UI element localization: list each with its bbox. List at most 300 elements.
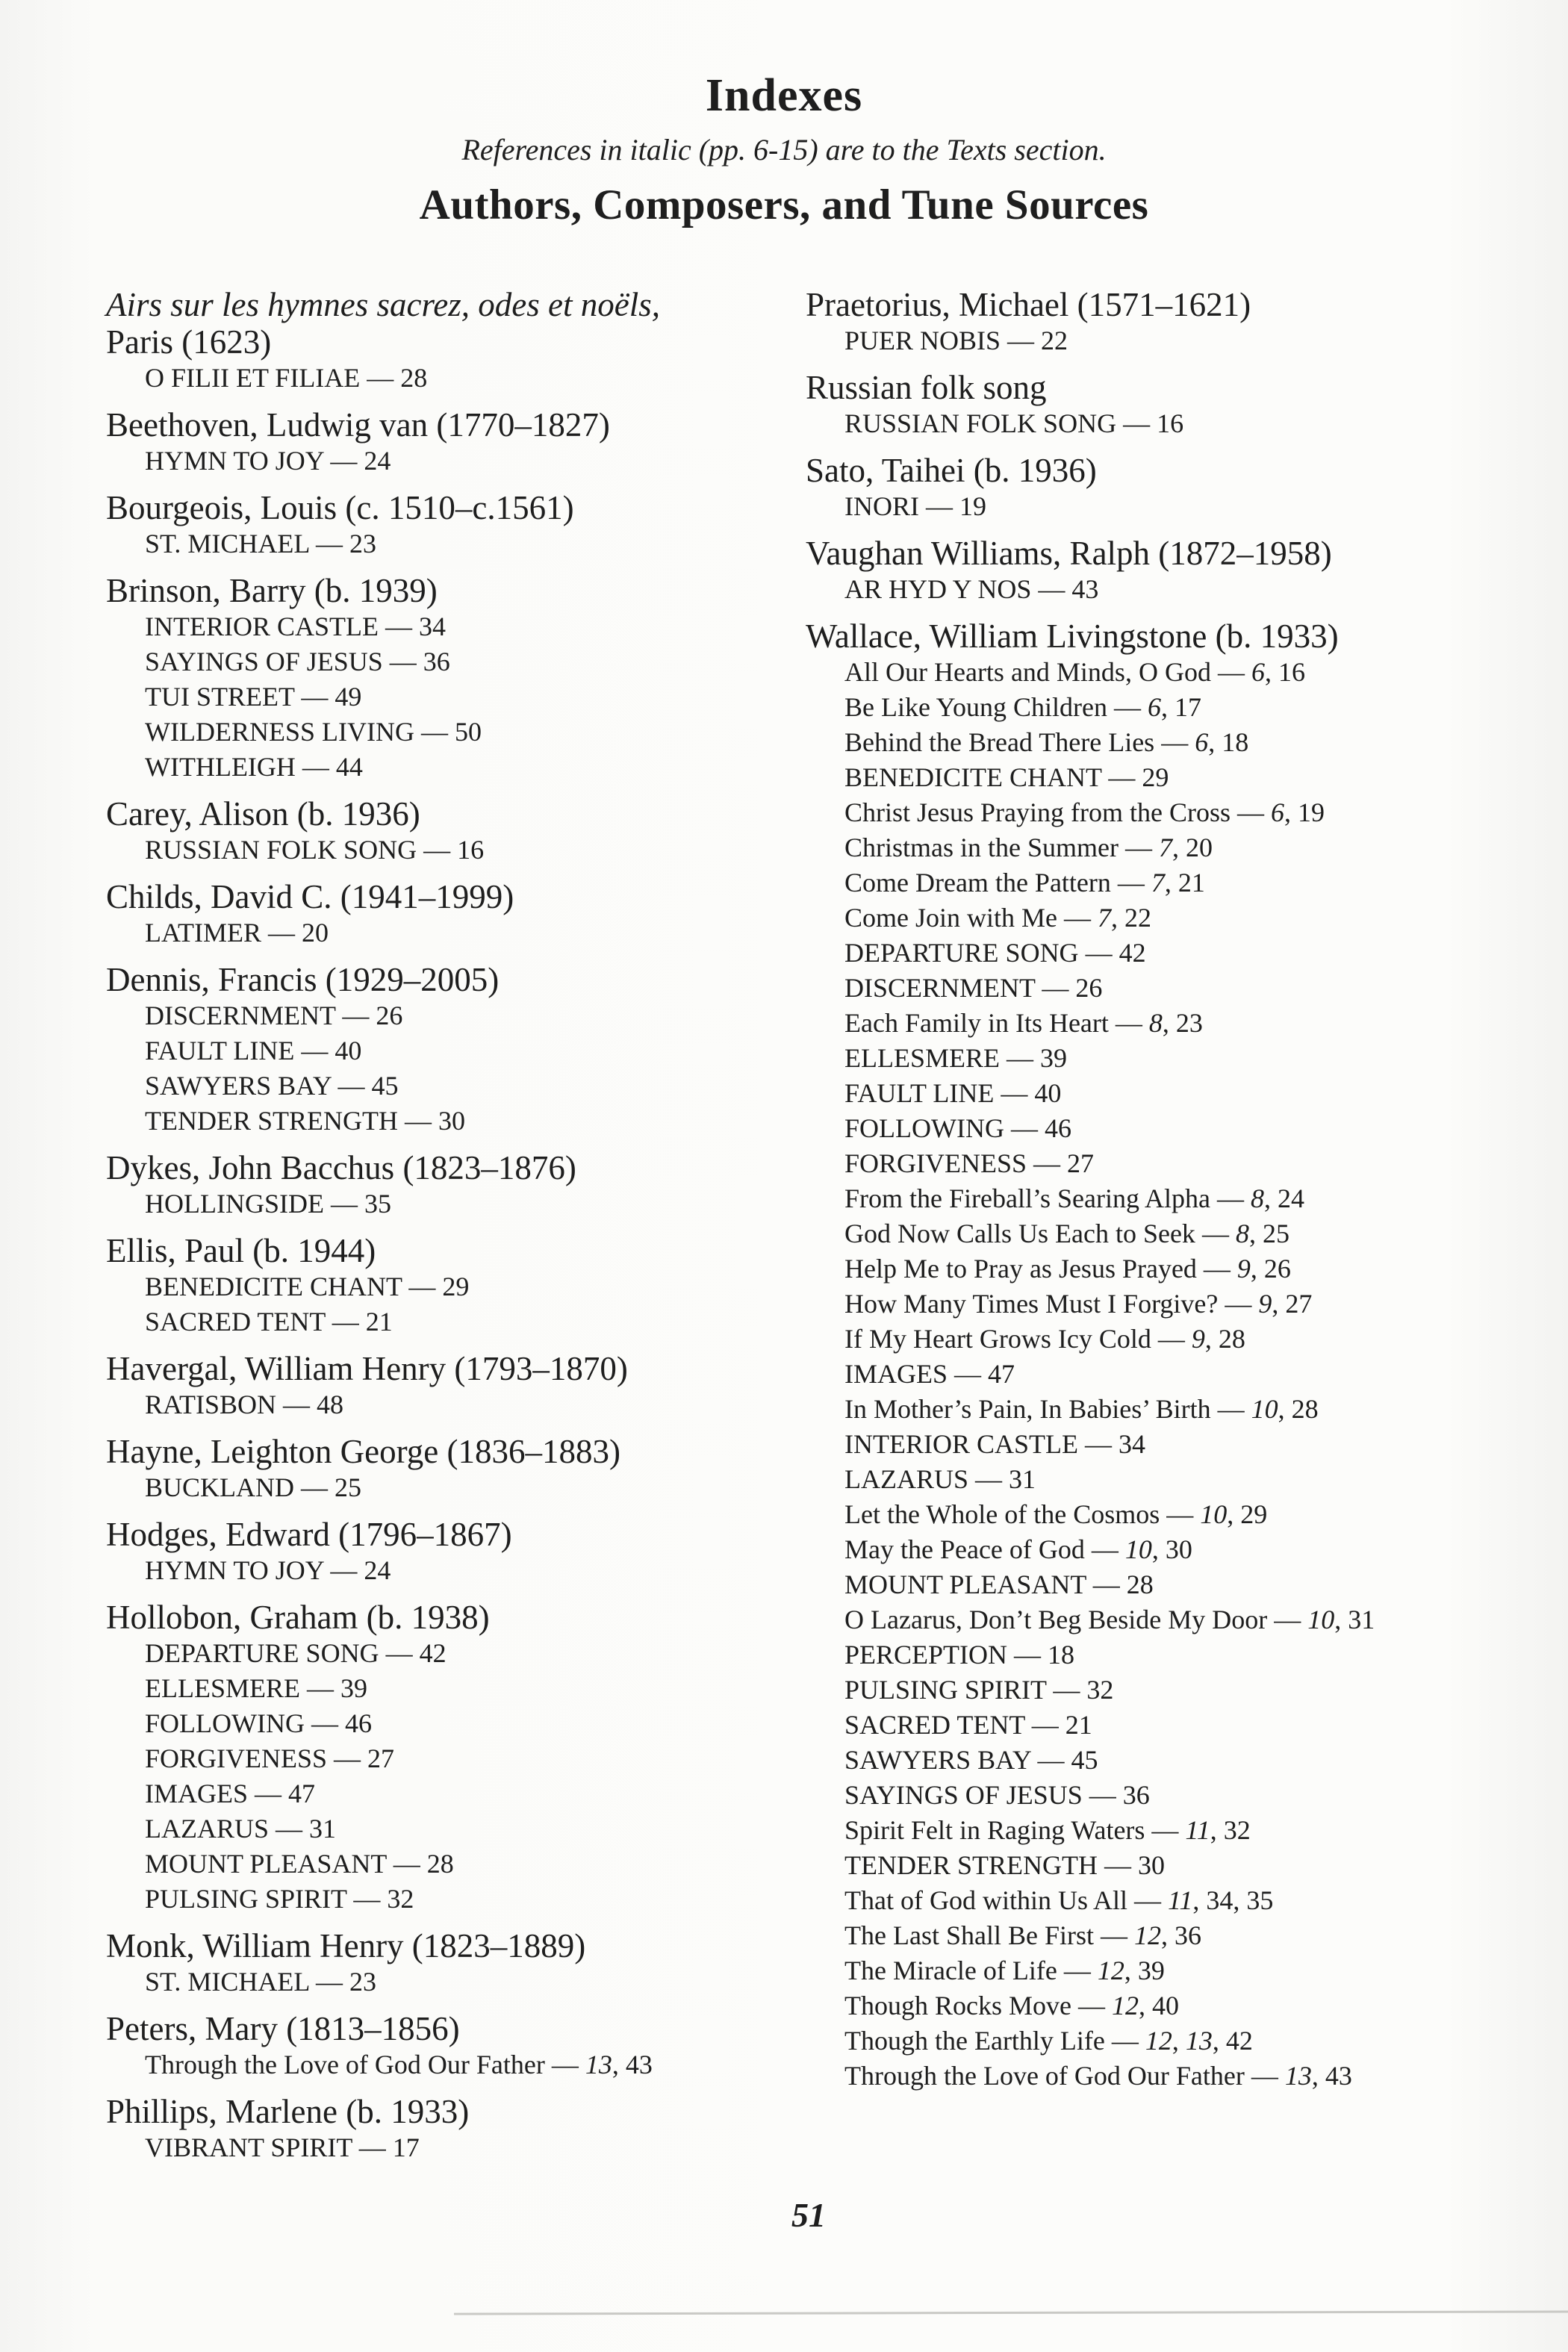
page-number: 51 <box>791 2196 826 2234</box>
entry-title: ELLESMERE <box>844 1042 1000 1073</box>
author-group <box>806 617 1462 2094</box>
entry-page-number: 27 <box>367 1743 395 1773</box>
author-heading: Monk, William Henry (1823–1889) <box>106 1926 586 1964</box>
author-heading: Sato, Taihei (b. 1936) <box>806 451 1097 489</box>
right-column <box>806 286 1462 2094</box>
entry-page-number: 21 <box>1177 867 1205 897</box>
author-group <box>106 572 762 785</box>
index-entry: All Our Hearts and Minds, O God — 6, 16 <box>844 656 1305 687</box>
index-entry: SACRED TENT — 21 <box>844 1709 1092 1740</box>
index-entry: BENEDICITE CHANT — 29 <box>844 762 1169 792</box>
index-entry: The Last Shall Be First — 12, 36 <box>844 1920 1201 1950</box>
entry-title: Though Rocks Move <box>844 1990 1071 2020</box>
entry-title: PULSING SPIRIT <box>844 1674 1047 1705</box>
index-entry: HOLLINGSIDE — 35 <box>145 1188 391 1219</box>
entry-title: SAYINGS OF JESUS <box>844 1779 1083 1810</box>
entry-title: May the Peace of God <box>844 1534 1085 1564</box>
entry-title: FOLLOWING <box>844 1113 1004 1143</box>
entry-title: Christmas in the Summer <box>844 832 1119 862</box>
entry-page-number: 12 <box>1145 2025 1172 2056</box>
entry-title: Christ Jesus Praying from the Cross <box>844 797 1231 827</box>
author-group <box>106 795 762 868</box>
entry-title: SAYINGS OF JESUS <box>145 646 383 676</box>
index-entry: HYMN TO JOY — 24 <box>145 1555 391 1585</box>
entry-page-number: 29 <box>442 1271 470 1301</box>
entry-page-number: 24 <box>364 445 391 476</box>
entry-page-number: 18 <box>1048 1639 1075 1670</box>
author-heading: Airs sur les hymnes sacrez, odes et noëls, Paris (1623) <box>106 285 660 361</box>
index-note: References in italic (pp. 6-15) are to the Texts section. <box>461 133 1107 167</box>
author-group <box>106 1350 762 1422</box>
entry-page-number: 50 <box>454 716 482 747</box>
index-entry: ST. MICHAEL — 23 <box>145 528 376 559</box>
entry-title: Though the Earthly Life <box>844 2025 1105 2056</box>
index-entry: That of God within Us All — 11, 34, 35 <box>844 1885 1274 1915</box>
author-group <box>106 1516 762 1588</box>
entry-page-number: 13 <box>585 2049 612 2079</box>
index-entry: PERCEPTION — 18 <box>844 1639 1075 1670</box>
entry-title: Be Like Young Children <box>844 691 1108 722</box>
index-entry: SAWYERS BAY — 45 <box>844 1744 1098 1775</box>
entry-title: God Now Calls Us Each to Seek <box>844 1218 1195 1248</box>
entry-page-number: 49 <box>335 681 362 712</box>
entry-page-number: 28 <box>1126 1569 1154 1599</box>
entry-page-number: 25 <box>335 1472 362 1502</box>
entry-page-number: 7 <box>1151 867 1165 897</box>
entry-page-number: 42 <box>1225 2025 1253 2056</box>
entry-title: SAWYERS BAY <box>145 1070 332 1101</box>
author-heading: Beethoven, Ludwig van (1770–1827) <box>106 405 610 444</box>
entry-page-number: 20 <box>1185 832 1213 862</box>
index-entry: How Many Times Must I Forgive? — 9, 27 <box>844 1288 1313 1319</box>
entry-page-number: 23 <box>1175 1007 1203 1038</box>
entry-page-number: 10 <box>1251 1393 1278 1424</box>
left-column <box>106 286 762 2165</box>
entry-page-number: 10 <box>1124 1534 1152 1564</box>
entry-title: VIBRANT SPIRIT <box>145 2132 352 2162</box>
entry-page-number: 11 <box>1167 1885 1193 1915</box>
entry-page-number: 26 <box>1075 972 1103 1003</box>
author-group <box>106 961 762 1139</box>
entry-page-number: 8 <box>1250 1183 1264 1213</box>
page-title: Indexes <box>705 70 863 121</box>
entry-title: MOUNT PLEASANT <box>145 1848 387 1879</box>
author-heading: Praetorius, Michael (1571–1621) <box>806 285 1251 323</box>
index-entry: Come Join with Me — 7, 22 <box>844 902 1151 933</box>
entry-page-number: 39 <box>340 1673 367 1703</box>
index-entry: In Mother’s Pain, In Babies’ Birth — 10, 28 <box>844 1393 1319 1424</box>
index-entry: DISCERNMENT — 26 <box>145 1000 403 1030</box>
entry-page-number: 12 <box>1097 1955 1124 1985</box>
entry-page-number: 26 <box>1263 1253 1291 1284</box>
entry-page-number: 21 <box>1065 1709 1092 1740</box>
index-entry: Be Like Young Children — 6, 17 <box>844 691 1202 722</box>
entry-title: SACRED TENT <box>145 1306 326 1337</box>
index-entry: Through the Love of God Our Father — 13, 43 <box>145 2049 653 2079</box>
index-entry: INTERIOR CASTLE — 34 <box>145 611 446 641</box>
entry-page-number: 35 <box>1246 1885 1274 1915</box>
entry-title: ELLESMERE <box>145 1673 300 1703</box>
entry-title: PUER NOBIS <box>844 325 1001 355</box>
scan-artifact-line <box>454 2310 1568 2315</box>
entry-page-number: 8 <box>1235 1218 1249 1248</box>
entry-page-number: 28 <box>1218 1323 1245 1354</box>
entry-title: TENDER STRENGTH <box>145 1105 398 1136</box>
entry-page-number: 6 <box>1271 797 1284 827</box>
author-group <box>106 1232 762 1340</box>
entry-title: TENDER STRENGTH <box>844 1849 1098 1880</box>
entry-title: How Many Times Must I Forgive? <box>844 1288 1219 1319</box>
entry-page-number: 12 <box>1133 1920 1161 1950</box>
entry-title: INTERIOR CASTLE <box>145 611 379 641</box>
entry-page-number: 32 <box>1086 1674 1114 1705</box>
index-entry: LAZARUS — 31 <box>145 1813 337 1844</box>
entry-page-number: 36 <box>1174 1920 1201 1950</box>
index-entry: MOUNT PLEASANT — 28 <box>844 1569 1154 1599</box>
entry-title: O FILII ET FILIAE <box>145 362 361 393</box>
entry-page-number: 36 <box>423 646 450 676</box>
index-entry: SACRED TENT — 21 <box>145 1306 393 1337</box>
index-entry: SAWYERS BAY — 45 <box>145 1070 399 1101</box>
index-entry: Though the Earthly Life — 12, 13, 42 <box>844 2025 1253 2056</box>
entry-title: RUSSIAN FOLK SONG <box>145 834 417 865</box>
entry-title: DISCERNMENT <box>844 972 1036 1003</box>
entry-page-number: 27 <box>1285 1288 1313 1319</box>
entry-page-number: 7 <box>1158 832 1172 862</box>
entry-title: LATIMER <box>145 917 261 948</box>
entry-title: DEPARTURE SONG <box>844 937 1079 968</box>
entry-page-number: 17 <box>1175 691 1202 722</box>
entry-page-number: 45 <box>1071 1744 1098 1775</box>
entry-page-number: 40 <box>1151 1990 1179 2020</box>
index-entry: HYMN TO JOY — 24 <box>145 445 391 476</box>
entry-page-number: 16 <box>1157 408 1184 438</box>
author-heading: Dennis, Francis (1929–2005) <box>106 960 500 998</box>
entry-title: Through the Love of God Our Father <box>145 2049 545 2079</box>
entry-title: AR HYD Y NOS <box>844 573 1032 604</box>
entry-title: Spirit Felt in Raging Waters <box>844 1814 1145 1845</box>
entry-title: O Lazarus, Don’t Beg Beside My Door <box>844 1604 1268 1634</box>
entry-title: Behind the Bread There Lies <box>844 727 1155 757</box>
index-entry: Come Dream the Pattern — 7, 21 <box>844 867 1205 897</box>
entry-page-number: 46 <box>344 1708 372 1738</box>
author-heading: Havergal, William Henry (1793–1870) <box>106 1349 628 1387</box>
entry-page-number: 16 <box>457 834 485 865</box>
entry-page-number: 31 <box>1348 1604 1375 1634</box>
entry-title: FORGIVENESS <box>844 1148 1027 1178</box>
author-heading: Hayne, Leighton George (1836–1883) <box>106 1432 620 1470</box>
entry-title: HOLLINGSIDE <box>145 1188 324 1219</box>
index-entry: Spirit Felt in Raging Waters — 11, 32 <box>844 1814 1251 1845</box>
entry-title: All Our Hearts and Minds, O God <box>844 656 1211 687</box>
index-entry: DEPARTURE SONG — 42 <box>145 1637 447 1668</box>
entry-title: BENEDICITE CHANT <box>844 762 1102 792</box>
author-group <box>106 2093 762 2165</box>
entry-page-number: 46 <box>1044 1113 1071 1143</box>
entry-title: Each Family in Its Heart <box>844 1007 1109 1038</box>
entry-page-number: 8 <box>1148 1007 1163 1038</box>
entry-page-number: 28 <box>400 362 428 393</box>
index-entry: From the Fireball’s Searing Alpha — 8, 24 <box>844 1183 1304 1213</box>
entry-page-number: 12 <box>1111 1990 1139 2020</box>
entry-title: PERCEPTION <box>844 1639 1008 1670</box>
index-entry: Let the Whole of the Cosmos — 10, 29 <box>844 1499 1268 1529</box>
entry-title: WILDERNESS LIVING <box>145 716 414 747</box>
entry-title: TUI STREET <box>145 681 295 712</box>
index-entry: DISCERNMENT — 26 <box>844 972 1103 1003</box>
index-entry: IMAGES — 47 <box>145 1778 316 1808</box>
entry-page-number: 42 <box>1119 937 1146 968</box>
entry-title: The Miracle of Life <box>844 1955 1057 1985</box>
author-heading: Brinson, Barry (b. 1939) <box>106 571 438 609</box>
entry-title: ST. MICHAEL <box>145 528 309 559</box>
entry-title: LAZARUS <box>145 1813 270 1844</box>
entry-title: Through the Love of God Our Father <box>844 2060 1245 2091</box>
entry-page-number: 47 <box>988 1358 1015 1389</box>
author-group <box>106 2010 762 2082</box>
index-entry: PUER NOBIS — 22 <box>844 325 1068 355</box>
entry-page-number: 21 <box>365 1306 393 1337</box>
entry-title: FAULT LINE <box>145 1035 295 1065</box>
entry-page-number: 18 <box>1222 727 1249 757</box>
index-entry: FAULT LINE — 40 <box>145 1035 362 1065</box>
entry-page-number: 40 <box>1034 1077 1062 1108</box>
entry-page-number: 32 <box>387 1883 414 1914</box>
author-group <box>806 452 1462 524</box>
index-entry: FORGIVENESS — 27 <box>145 1743 395 1773</box>
index-entry: WILDERNESS LIVING — 50 <box>145 716 482 747</box>
index-entry: AR HYD Y NOS — 43 <box>844 573 1099 604</box>
entry-title: That of God within Us All <box>844 1885 1127 1915</box>
entry-page-number: 19 <box>1298 797 1325 827</box>
index-entry: RATISBON — 48 <box>145 1389 344 1419</box>
entry-page-number: 13 <box>1185 2025 1213 2056</box>
entry-page-number: 30 <box>1165 1534 1192 1564</box>
entry-title: Come Dream the Pattern <box>844 867 1111 897</box>
author-heading: Hollobon, Graham (b. 1938) <box>106 1598 490 1636</box>
index-entry: WITHLEIGH — 44 <box>145 751 363 782</box>
index-entry: LATIMER — 20 <box>145 917 329 948</box>
entry-page-number: 32 <box>1223 1814 1251 1845</box>
entry-title: INTERIOR CASTLE <box>844 1428 1078 1459</box>
author-heading: Bourgeois, Louis (c. 1510–c.1561) <box>106 488 574 526</box>
index-entry: INTERIOR CASTLE — 34 <box>844 1428 1145 1459</box>
entry-page-number: 19 <box>959 491 986 521</box>
entry-page-number: 7 <box>1098 902 1111 933</box>
index-entry: PULSING SPIRIT — 32 <box>844 1674 1114 1705</box>
index-entry: RUSSIAN FOLK SONG — 16 <box>145 834 485 865</box>
index-entry: SAYINGS OF JESUS — 36 <box>844 1779 1150 1810</box>
index-entry: Christ Jesus Praying from the Cross — 6, 19 <box>844 797 1325 827</box>
entry-title: Come Join with Me <box>844 902 1057 933</box>
entry-page-number: 22 <box>1124 902 1151 933</box>
entry-title: If My Heart Grows Icy Cold <box>844 1323 1151 1354</box>
entry-title: BENEDICITE CHANT <box>145 1271 402 1301</box>
entry-page-number: 20 <box>302 917 329 948</box>
entry-title: FOLLOWING <box>145 1708 305 1738</box>
entry-page-number: 25 <box>1262 1218 1289 1248</box>
entry-page-number: 31 <box>309 1813 337 1844</box>
entry-page-number: 6 <box>1251 656 1265 687</box>
index-entry: Through the Love of God Our Father — 13, 43 <box>844 2060 1352 2091</box>
author-group <box>106 1599 762 1917</box>
entry-page-number: 29 <box>1142 762 1169 792</box>
author-group <box>106 489 762 561</box>
index-entry: TENDER STRENGTH — 30 <box>145 1105 465 1136</box>
entry-page-number: 34 <box>1118 1428 1145 1459</box>
index-entry: May the Peace of God — 10, 30 <box>844 1534 1192 1564</box>
entry-page-number: 30 <box>1137 1849 1165 1880</box>
entry-page-number: 47 <box>288 1778 316 1808</box>
entry-page-number: 43 <box>1071 573 1099 604</box>
entry-page-number: 42 <box>419 1637 447 1668</box>
entry-page-number: 45 <box>371 1070 399 1101</box>
author-group <box>106 286 762 396</box>
entry-title: HYMN TO JOY <box>145 1555 324 1585</box>
entry-page-number: 29 <box>1240 1499 1268 1529</box>
entry-title: PULSING SPIRIT <box>145 1883 347 1914</box>
entry-page-number: 26 <box>376 1000 403 1030</box>
index-entry: IMAGES — 47 <box>844 1358 1015 1389</box>
entry-page-number: 34 <box>1206 1885 1233 1915</box>
author-heading: Phillips, Marlene (b. 1933) <box>106 2092 470 2130</box>
author-heading: Hodges, Edward (1796–1867) <box>106 1515 512 1553</box>
index-entry: ELLESMERE — 39 <box>145 1673 367 1703</box>
entry-title: LAZARUS <box>844 1463 969 1494</box>
index-entry: Though Rocks Move — 12, 40 <box>844 1990 1179 2020</box>
entry-page-number: 6 <box>1195 727 1209 757</box>
index-entry: Christmas in the Summer — 7, 20 <box>844 832 1213 862</box>
entry-title: DISCERNMENT <box>145 1000 336 1030</box>
entry-title: FORGIVENESS <box>145 1743 328 1773</box>
index-entry: DEPARTURE SONG — 42 <box>844 937 1146 968</box>
index-entry: ELLESMERE — 39 <box>844 1042 1067 1073</box>
entry-title: BUCKLAND <box>145 1472 295 1502</box>
entry-title: MOUNT PLEASANT <box>844 1569 1086 1599</box>
entry-page-number: 17 <box>392 2132 420 2162</box>
entry-page-number: 24 <box>1277 1183 1304 1213</box>
author-group <box>106 406 762 479</box>
entry-page-number: 34 <box>418 611 446 641</box>
entry-page-number: 23 <box>349 1966 376 1997</box>
entry-page-number: 44 <box>335 751 363 782</box>
entry-title: Help Me to Pray as Jesus Prayed <box>844 1253 1197 1284</box>
entry-title: IMAGES <box>145 1778 249 1808</box>
entry-page-number: 48 <box>317 1389 344 1419</box>
entry-page-number: 22 <box>1041 325 1068 355</box>
entry-title: The Last Shall Be First <box>844 1920 1094 1950</box>
index-entry: FOLLOWING — 46 <box>145 1708 372 1738</box>
entry-page-number: 11 <box>1185 1814 1210 1845</box>
entry-title: FAULT LINE <box>844 1077 995 1108</box>
author-heading: Vaughan Williams, Ralph (1872–1958) <box>806 534 1332 572</box>
author-heading: Carey, Alison (b. 1936) <box>106 794 420 833</box>
entry-page-number: 9 <box>1236 1253 1251 1284</box>
author-heading: Wallace, William Livingstone (b. 1933) <box>806 617 1339 655</box>
index-entry: PULSING SPIRIT — 32 <box>145 1883 414 1914</box>
entry-title: Let the Whole of the Cosmos <box>844 1499 1160 1529</box>
entry-page-number: 28 <box>1291 1393 1319 1424</box>
index-columns <box>0 286 1568 2165</box>
index-entry: RUSSIAN FOLK SONG — 16 <box>844 408 1184 438</box>
author-heading: Russian folk song <box>806 368 1047 406</box>
index-entry: Help Me to Pray as Jesus Prayed — 9, 26 <box>844 1253 1291 1284</box>
author-group <box>806 286 1462 358</box>
entry-page-number: 10 <box>1200 1499 1228 1529</box>
index-entry: If My Heart Grows Icy Cold — 9, 28 <box>844 1323 1245 1354</box>
entry-title: DEPARTURE SONG <box>145 1637 379 1668</box>
index-entry: TUI STREET — 49 <box>145 681 362 712</box>
entry-page-number: 40 <box>335 1035 362 1065</box>
index-entry: INORI — 19 <box>844 491 986 521</box>
entry-page-number: 43 <box>625 2049 653 2079</box>
entry-title: RUSSIAN FOLK SONG <box>844 408 1117 438</box>
author-heading: Childs, David C. (1941–1999) <box>106 877 514 915</box>
author-group <box>106 1149 762 1222</box>
index-entry: O Lazarus, Don’t Beg Beside My Door — 10, 31 <box>844 1604 1375 1634</box>
entry-title: In Mother’s Pain, In Babies’ Birth <box>844 1393 1211 1424</box>
entry-page-number: 35 <box>364 1188 391 1219</box>
entry-page-number: 13 <box>1284 2060 1312 2091</box>
index-entry: TENDER STRENGTH — 30 <box>844 1849 1165 1880</box>
page-header <box>0 0 1568 228</box>
entry-page-number: 9 <box>1258 1288 1272 1319</box>
section-title: Authors, Composers, and Tune Sources <box>419 181 1149 229</box>
entry-title: HYMN TO JOY <box>145 445 324 476</box>
entry-page-number: 27 <box>1067 1148 1095 1178</box>
entry-title: IMAGES <box>844 1358 948 1389</box>
entry-title: RATISBON <box>145 1389 277 1419</box>
index-entry: BENEDICITE CHANT — 29 <box>145 1271 470 1301</box>
index-entry: God Now Calls Us Each to Seek — 8, 25 <box>844 1218 1289 1248</box>
index-entry: ST. MICHAEL — 23 <box>145 1966 376 1997</box>
author-group <box>106 1927 762 2000</box>
index-entry: BUCKLAND — 25 <box>145 1472 362 1502</box>
index-entry: FORGIVENESS — 27 <box>844 1148 1095 1178</box>
author-heading: Dykes, John Bacchus (1823–1876) <box>106 1148 576 1186</box>
author-group <box>106 1433 762 1505</box>
entry-page-number: 43 <box>1325 2060 1352 2091</box>
index-entry: SAYINGS OF JESUS — 36 <box>145 646 450 676</box>
index-entry: Each Family in Its Heart — 8, 23 <box>844 1007 1203 1038</box>
entry-page-number: 39 <box>1137 1955 1165 1985</box>
entry-title: From the Fireball’s Searing Alpha <box>844 1183 1210 1213</box>
index-entry: FOLLOWING — 46 <box>844 1113 1071 1143</box>
entry-page-number: 9 <box>1191 1323 1205 1354</box>
entry-title: ST. MICHAEL <box>145 1966 309 1997</box>
entry-title: SACRED TENT <box>844 1709 1025 1740</box>
author-group <box>806 369 1462 441</box>
author-group <box>806 535 1462 607</box>
index-entry: FAULT LINE — 40 <box>844 1077 1062 1108</box>
entry-page-number: 28 <box>426 1848 454 1879</box>
author-heading: Peters, Mary (1813–1856) <box>106 2009 460 2047</box>
entry-page-number: 31 <box>1009 1463 1036 1494</box>
index-entry: The Miracle of Life — 12, 39 <box>844 1955 1165 1985</box>
entry-page-number: 6 <box>1148 691 1162 722</box>
entry-title: INORI <box>844 491 919 521</box>
entry-page-number: 23 <box>349 528 376 559</box>
author-group <box>106 878 762 951</box>
index-entry: LAZARUS — 31 <box>844 1463 1036 1494</box>
entry-page-number: 10 <box>1307 1604 1335 1634</box>
index-entry: Behind the Bread There Lies — 6, 18 <box>844 727 1249 757</box>
index-entry: O FILII ET FILIAE — 28 <box>145 362 428 393</box>
index-entry: VIBRANT SPIRIT — 17 <box>145 2132 420 2162</box>
entry-title: WITHLEIGH <box>145 751 296 782</box>
entry-page-number: 24 <box>364 1555 391 1585</box>
entry-page-number: 36 <box>1122 1779 1150 1810</box>
